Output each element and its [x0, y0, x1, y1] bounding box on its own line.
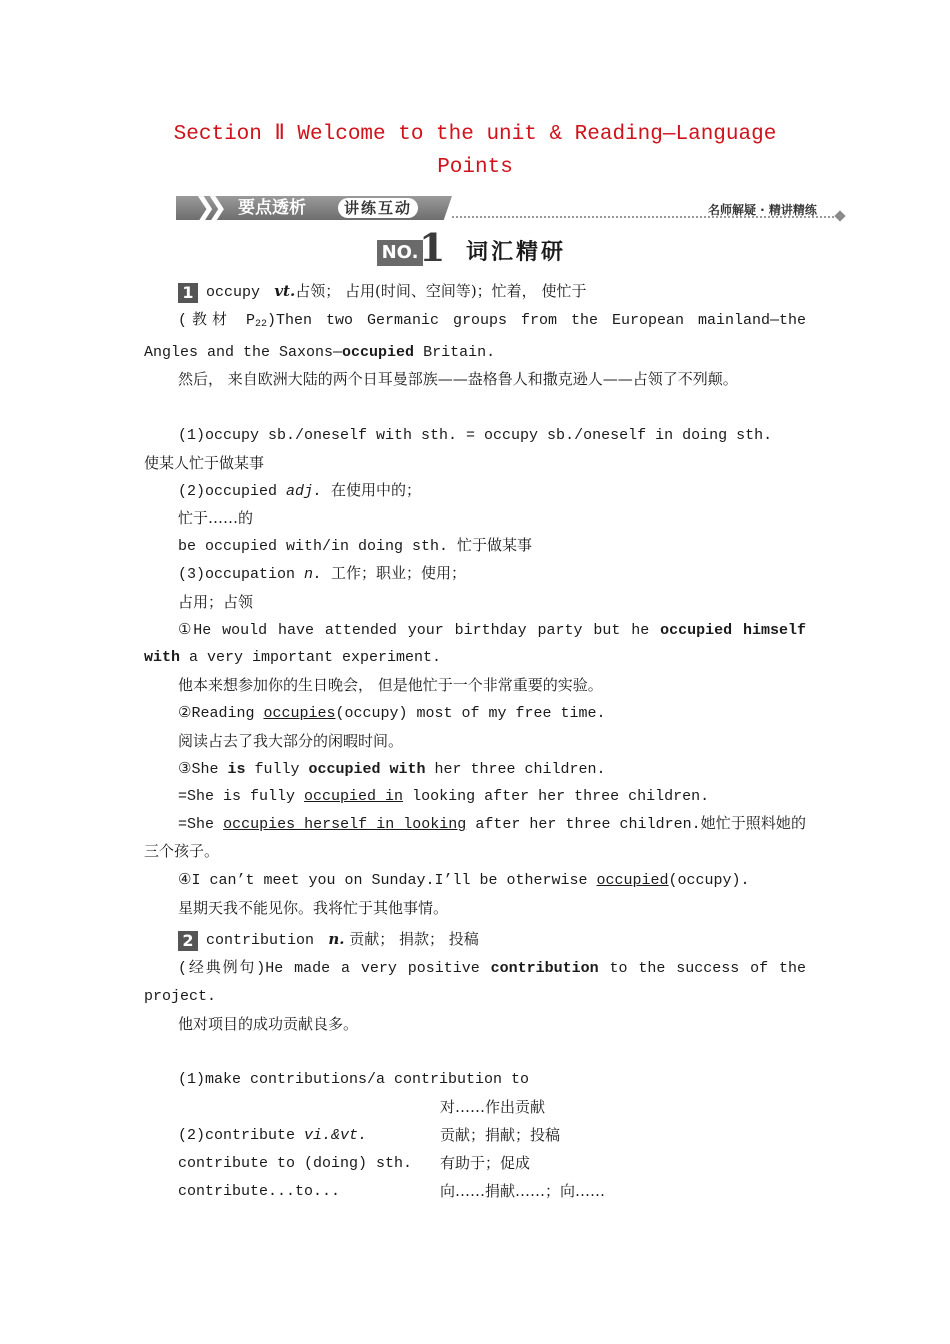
ex1-keyword: occupied himself with	[144, 621, 806, 667]
usage-2	[144, 478, 806, 506]
section-banner	[176, 194, 848, 224]
section-heading: 词汇精研	[466, 240, 567, 265]
usage-2-row	[144, 1122, 806, 1150]
usage-3-row	[144, 1150, 806, 1178]
ex2-answer: occupies	[263, 704, 336, 722]
ex3b-end: looking after her three children.	[403, 788, 710, 806]
headword-meaning: 占领； 占用(时间、空间等)；忙着， 使忙于	[295, 282, 587, 300]
banner-label: 要点透析	[238, 198, 306, 218]
double-chevron-icon: ❯❯	[194, 193, 218, 223]
title-line-2: Points	[437, 156, 513, 179]
headword-meaning: 贡献； 捐款； 投稿	[349, 930, 479, 949]
example-2	[144, 700, 806, 728]
part-of-speech: vt.	[274, 282, 296, 300]
usage-2-meaning-cont: 忙于……的	[178, 509, 254, 528]
usage-1: (1)make contributions/a contribution to	[178, 1071, 530, 1089]
example-1	[144, 617, 806, 673]
usage-4-meaning: 向……捐献……；向……	[440, 1181, 606, 1200]
section-number: 1	[419, 225, 446, 270]
ex2-text: ②Reading	[178, 704, 264, 722]
example-1-translation: 他本来想参加你的生日晚会， 但是他忙于一个非常重要的实验。	[178, 676, 603, 695]
example-2-translation: 阅读占去了我大部分的闲暇时间。	[178, 731, 404, 750]
usage-1-row	[144, 1094, 806, 1122]
usage-3-meaning-cont: 占用；占领	[178, 592, 254, 611]
title-line-1: Section Ⅱ Welcome to the unit & Reading—Language	[173, 123, 777, 146]
headword: occupy	[206, 284, 261, 301]
ex3c-end: after her three children.她忙于照料她的三个孩子。	[144, 816, 806, 861]
example-4	[144, 867, 806, 895]
usage-3-meaning: 有助于；促成	[440, 1153, 531, 1172]
classic-example	[144, 955, 806, 1011]
usage-3-phrase: contribute to (doing) sth.	[178, 1154, 413, 1172]
example-3-rewrite-2	[144, 811, 806, 867]
ex3-end: her three children.	[425, 760, 606, 778]
headword: contribution	[206, 932, 315, 950]
usage-2-meaning: 贡献；捐献；投稿	[440, 1125, 561, 1144]
ex3b-text: =She is fully	[178, 788, 305, 806]
item2-header	[144, 926, 806, 955]
item-number-badge: 1	[178, 283, 198, 303]
classic-keyword: contribution	[490, 960, 599, 978]
section-number-badge	[377, 225, 446, 270]
ex3-keyword-2: occupied with	[308, 760, 426, 778]
usage-3-word: (3)occupation	[178, 565, 305, 583]
ex4-answer: occupied	[596, 871, 669, 889]
no-label: NO.	[377, 240, 423, 266]
usage-2-pos: adj.	[286, 482, 323, 500]
usage-1: (1)occupy sb./oneself with sth. = occupy sb./oneself in doing sth.	[178, 426, 773, 444]
diamond-icon	[834, 210, 845, 221]
content-body	[144, 278, 806, 1205]
ex3-keyword-1: is	[227, 760, 246, 778]
banner-right-text: 名师解疑 · 精讲精练	[708, 203, 817, 217]
ex3-text: ③She	[178, 760, 228, 778]
ex4-text: ④I can’t meet you on Sunday.I’ll be otherwise	[178, 871, 597, 889]
classic-example-translation: 他对项目的成功贡献良多。	[178, 1014, 359, 1033]
textbook-example	[144, 307, 806, 367]
source-keyword: occupied	[342, 343, 415, 361]
classic-end: to the success of the project.	[144, 960, 806, 1005]
usage-3-meaning: 工作；职业；使用；	[322, 565, 467, 583]
source-prefix: (教材 P	[178, 311, 255, 329]
ex3-mid: fully	[245, 760, 309, 778]
usage-2-meaning: 在使用中的；	[322, 482, 422, 500]
usage-2-pos: vi.&vt.	[304, 1126, 368, 1144]
classic-text: (经典例句)He made a very positive	[178, 960, 491, 978]
page-title	[144, 118, 806, 184]
ex4-end: (occupy).	[668, 871, 750, 889]
ex3c-answer: occupies herself in looking	[223, 816, 467, 834]
usage-3	[144, 561, 806, 589]
part-of-speech: n.	[328, 930, 345, 949]
usage-4-phrase: contribute...to...	[178, 1182, 341, 1200]
banner-pill: 讲练互动	[338, 198, 418, 218]
item-number-badge: 2	[178, 931, 198, 951]
usage-3-pos: n.	[304, 565, 323, 583]
phrase: be occupied with/in doing sth.	[178, 538, 449, 556]
example-translation: 然后， 来自欧洲大陆的两个日耳曼部族——盎格鲁人和撒克逊人——占领了不列颠。	[178, 370, 738, 389]
usage-2-word: (2)occupied	[178, 482, 287, 500]
usage-4-row	[144, 1178, 806, 1206]
example-4-translation: 星期天我不能见你。我将忙于其他事情。	[178, 898, 449, 917]
source-page: 22	[254, 318, 267, 330]
source-text: )Then two Germanic groups from the European mainland—the Angles and the Saxons—	[144, 311, 806, 361]
usage-1-meaning: 对……作出贡献	[440, 1098, 546, 1117]
item1-header	[144, 278, 806, 307]
ex1-end: a very important experiment.	[180, 649, 442, 667]
source-end: Britain.	[414, 343, 496, 361]
example-3	[144, 756, 806, 784]
ex3b-answer: occupied in	[304, 788, 404, 806]
ex1-text: ①He would have attended your birthday party but he	[178, 621, 661, 639]
phrase-meaning: 忙于做某事	[448, 538, 533, 556]
usage-2-word: (2)contribute	[178, 1126, 305, 1144]
ex3c-text: =She	[178, 816, 224, 834]
usage-1-translation: 使某人忙于做某事	[144, 453, 265, 472]
usage-2-phrase	[144, 533, 806, 561]
example-3-rewrite-1	[144, 783, 806, 811]
ex2-end: (occupy) most of my free time.	[335, 704, 606, 722]
